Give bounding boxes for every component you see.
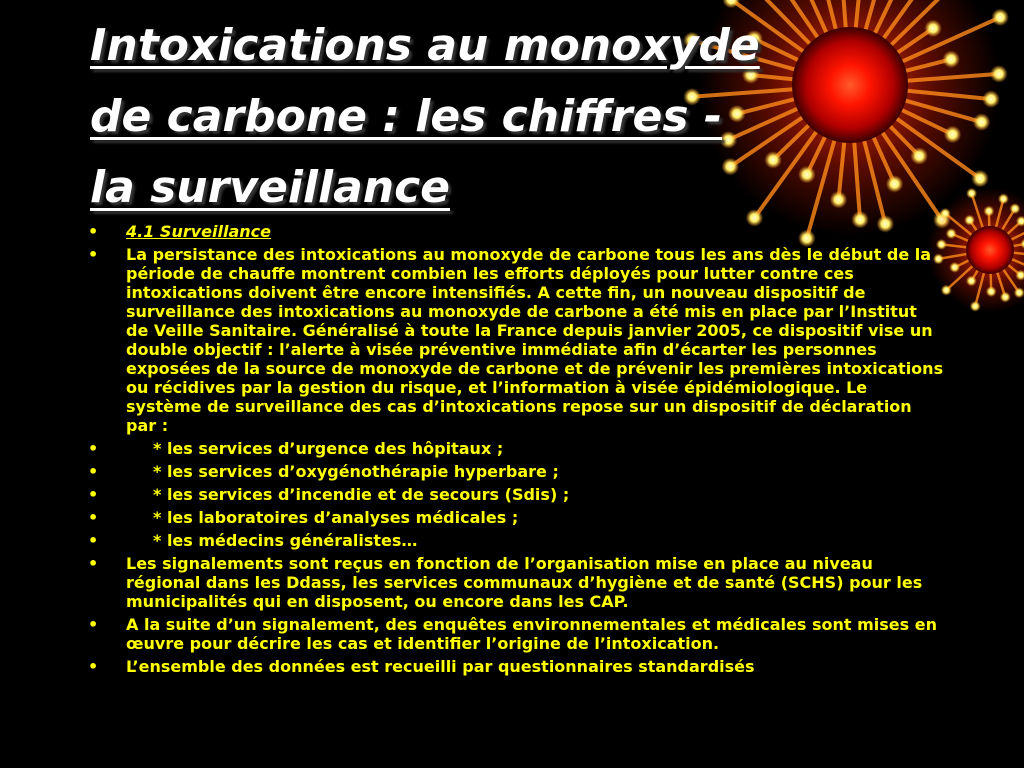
slide-title xyxy=(90,10,970,223)
firework-spark xyxy=(949,262,960,273)
firework-spark xyxy=(970,301,981,312)
firework-spark xyxy=(983,206,994,217)
bullet-item-paragraph xyxy=(88,615,944,653)
firework-spark xyxy=(946,228,957,239)
bullet-item-paragraph xyxy=(88,657,944,676)
bullet-icon: • xyxy=(88,508,99,527)
firework-spark xyxy=(986,286,997,297)
firework-spark xyxy=(991,9,1009,27)
bullet-icon: • xyxy=(88,657,99,676)
bullet-item-paragraph xyxy=(88,554,944,611)
firework-spark xyxy=(971,170,989,188)
bullet-icon: • xyxy=(88,554,99,573)
firework-spark xyxy=(1000,292,1011,303)
bullet-icon: • xyxy=(88,485,99,504)
bullet-list xyxy=(88,222,944,680)
firework-spark xyxy=(990,65,1008,83)
service-text: * les services d’urgence des hôpitaux ; xyxy=(153,439,504,458)
firework-spark xyxy=(966,275,977,286)
bullet-item-service xyxy=(88,485,944,504)
bullet-item-service xyxy=(88,531,944,550)
paragraph-text: Les signalements sont reçus en fonction de l’organisation mise en place au niveau régional dans les Ddass, les services communaux d’hygiène et de santé (SCHS) pour les municipalités qui en disposent, ou encore dans les CAP. xyxy=(126,554,923,611)
bullet-icon: • xyxy=(88,245,99,264)
bullet-item-paragraph xyxy=(88,245,944,435)
bullet-icon: • xyxy=(88,531,99,550)
bullet-icon: • xyxy=(88,462,99,481)
bullet-icon: • xyxy=(88,439,99,458)
firework-spark xyxy=(1009,203,1020,214)
service-text: * les médecins généralistes… xyxy=(153,531,418,550)
firework-core xyxy=(966,226,1014,274)
firework-spark xyxy=(998,193,1009,204)
bullet-icon: • xyxy=(88,615,99,634)
paragraph-text: La persistance des intoxications au monoxyde de carbone tous les ans dès le début de la période de chauffe montrent combien les efforts déployés pour lutter contre ces intoxications doivent être encore intensifiés. A cette fin, un nouveau dispositif de surveillance des intoxications au monoxyde de carbone a été mis en place par l’Institut de Veille Sanitaire. Généralisé à toute la France depuis janvier 2005, ce dispositif vise un double objectif : l’alerte à visée préventive immédiate afin d’écarter les personnes exposées de la source de monoxyde de carbone et de prévenir les premières intoxications ou récidives par la gestion du risque, et l’information à visée épidémiologique. Le système de surveillance des cas d’intoxications repose sur un dispositif de déclaration par : xyxy=(126,245,944,435)
paragraph-text: A la suite d’un signalement, des enquêtes environnementales et médicales sont mises en œuvre pour décrire les cas et identifier l’origine de l’intoxication. xyxy=(126,615,937,653)
bullet-item-service xyxy=(88,462,944,481)
service-text: * les services d’oxygénothérapie hyperbare ; xyxy=(153,462,559,481)
service-text: * les services d’incendie et de secours (Sdis) ; xyxy=(153,485,570,504)
service-text: * les laboratoires d’analyses médicales ; xyxy=(153,508,519,527)
firework-spark xyxy=(982,90,1000,108)
title-line-2: de carbone : les chiffres - xyxy=(90,91,723,142)
bullet-item-service xyxy=(88,439,944,458)
title-line-1: Intoxications au monoxyde xyxy=(90,20,760,71)
bullet-item-subhead xyxy=(88,222,944,241)
bullet-icon: • xyxy=(88,222,99,241)
bullet-item-service xyxy=(88,508,944,527)
firework-spark xyxy=(973,113,991,131)
title-line-3: la surveillance xyxy=(90,162,451,213)
section-subheading: 4.1 Surveillance xyxy=(126,222,271,241)
paragraph-text: L’ensemble des données est recueilli par questionnaires standardisés xyxy=(126,657,755,676)
